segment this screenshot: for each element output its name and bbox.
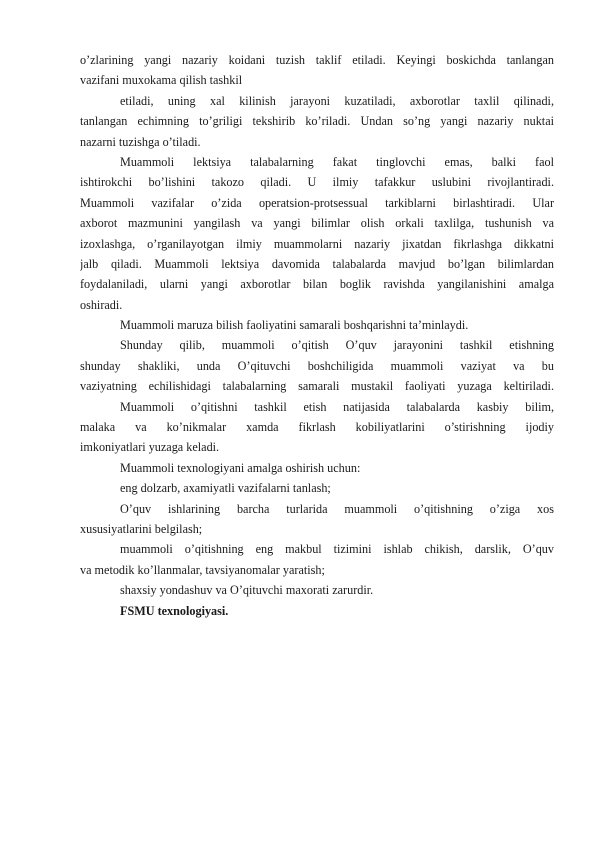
text-line: izoxlashga, o’rganilayotgan ilmiy muammolarni nazariy jixatdan fikrlashga dikkatni: [80, 236, 554, 251]
text-line: muammoli o’qitishning eng makbul tizimini ishlab chikish, darslik, O’quv: [120, 542, 554, 557]
text-line: foydalaniladi, ularni yangi axborotlar bilan boglik ravishda yangilanishini amalga: [80, 277, 554, 292]
text-line: o’zlarining yangi nazariy koidani tuzish taklif etiladi. Keyingi boskichda tanlangan: [80, 53, 554, 67]
text-line: va metodik ko’llanmalar, tavsiyanomalar yaratish;: [80, 562, 325, 577]
text-line: malaka va ko’nikmalar xamda fikrlash kobiliyatlarini o’stirishning ijodiy: [80, 420, 554, 435]
text-line: etiladi, uning xal kilinish jarayoni kuzatiladi, axborotlar taxlil qilinadi,: [120, 93, 554, 108]
text-line: vaziyatning echilishidagi talabalarning samarali mustakil faoliyati yuzaga keltiriladi.: [80, 379, 554, 394]
text-line: Muammoli lektsiya talabalarning fakat tinglovchi emas, balki faol: [120, 154, 554, 169]
text-line: jalb qiladi. Muammoli lektsiya davomida talabalarda mavjud bo’lgan bilimlardan: [80, 256, 554, 271]
text-line: tanlangan echimning to’griligi tekshirib ko’riladi. Undan so’ng yangi nazariy nuktai: [80, 114, 554, 129]
text-line: xususiyatlarini belgilash;: [80, 521, 203, 536]
text-line: shunday shakliki, unda O’qituvchi boshchiligida muammoli vaziyat va bu: [80, 358, 554, 373]
text-line: O’quv ishlarining barcha turlarida muammoli o’qitishning o’ziga xos: [120, 501, 554, 516]
text-line: Muammoli o’qitishni tashkil etish natijasida talabalarda kasbiy bilim,: [120, 399, 554, 414]
text-line: Muammoli maruza bilish faoliyatini samarali boshqarishni ta’minlaydi.: [120, 318, 469, 333]
text-line: eng dolzarb, axamiyatli vazifalarni tanlash;: [120, 481, 331, 496]
section-heading: FSMU texnologiyasi.: [120, 603, 229, 618]
text-line: ishtirokchi bo’lishini takozo qiladi. U ilmiy tafakkur uslubini rivojlantiradi.: [80, 175, 554, 190]
text-line: Shunday qilib, muammoli o’qitish O’quv jarayonini tashkil etishning: [120, 338, 554, 353]
text-line: Muammoli vazifalar o’zida operatsion-protsessual tarkiblarni birlashtiradi. Ular: [80, 195, 554, 210]
text-line: imkoniyatlari yuzaga keladi.: [80, 440, 220, 455]
document-page: [80, 50, 554, 621]
text-line: axborot mazmunini yangilash va yangi bilimlar olish orkali taxlilga, tushunish va: [80, 216, 554, 231]
text-line: oshiradi.: [80, 297, 123, 312]
text-line: nazarni tuzishga o’tiladi.: [80, 134, 201, 149]
text-line: vazifani muxokama qilish tashkil: [80, 73, 243, 88]
text-line: Muammoli texnologiyani amalga oshirish uchun:: [120, 460, 361, 475]
text-line: shaxsiy yondashuv va O’qituvchi maxorati zarurdir.: [120, 583, 374, 598]
